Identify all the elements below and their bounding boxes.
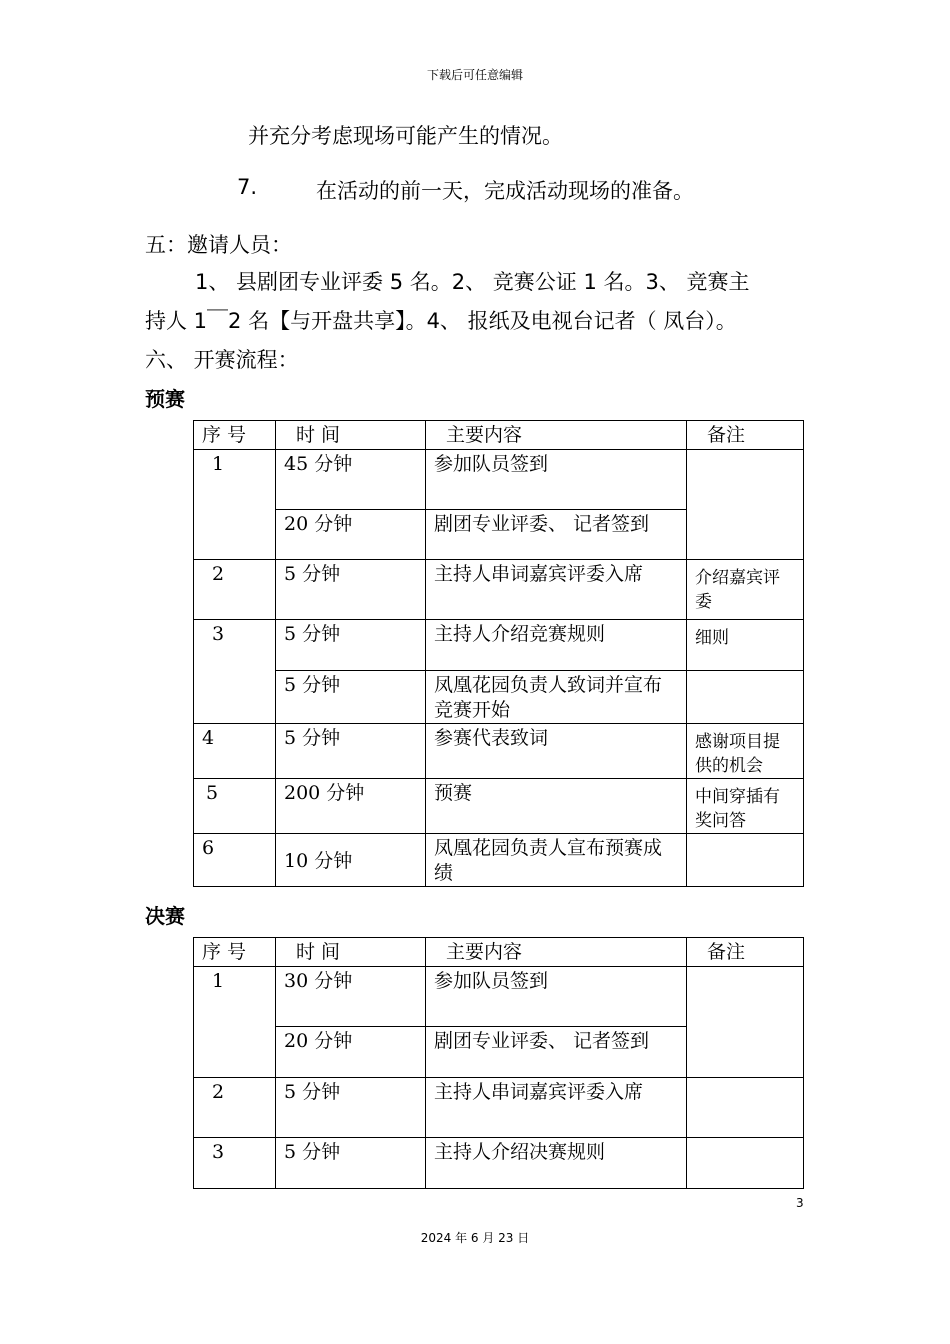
- row-time: 5 分钟: [276, 671, 426, 724]
- header-cell: 备注: [687, 421, 804, 450]
- row-time: 5 分钟: [276, 620, 426, 671]
- table-row: [194, 967, 804, 1027]
- page-number: 3: [796, 1196, 804, 1210]
- row-time: 30 分钟: [276, 967, 426, 1027]
- row-number: 3: [194, 1138, 276, 1189]
- header-cell: 时 间: [276, 938, 426, 967]
- table-header-row: [194, 938, 804, 967]
- row-content: 凤凰花园负责人宣布预赛成绩: [426, 834, 687, 887]
- row-number: 1: [194, 450, 276, 560]
- row-time: 20 分钟: [276, 510, 426, 560]
- list-number: 7.: [237, 175, 258, 199]
- table-row: [194, 834, 804, 887]
- row-number: 4: [194, 724, 276, 779]
- row-content: 主持人串词嘉宾评委入席: [426, 560, 687, 620]
- row-content: 参赛代表致词: [426, 724, 687, 779]
- final-title: 决赛: [145, 904, 185, 928]
- table-row: [194, 1078, 804, 1138]
- header-cell: 主要内容: [426, 938, 687, 967]
- row-note: 中间穿插有奖问答: [687, 779, 804, 834]
- row-time: 5 分钟: [276, 1078, 426, 1138]
- row-note: 感谢项目提供的机会: [687, 724, 804, 779]
- row-time: 45 分钟: [276, 450, 426, 510]
- row-note: 介绍嘉宾评委: [687, 560, 804, 620]
- row-note: [687, 450, 804, 560]
- row-time: 5 分钟: [276, 724, 426, 779]
- row-number: 2: [194, 560, 276, 620]
- table-row: [194, 450, 804, 510]
- paragraph-line: 在活动的前一天，完成活动现场的准备。: [316, 179, 694, 203]
- final-table: [193, 937, 804, 1189]
- row-note: 细则: [687, 620, 804, 671]
- page-header: 下载后可任意编辑: [426, 68, 523, 82]
- row-number: 1: [194, 967, 276, 1078]
- row-time: 5 分钟: [276, 1138, 426, 1189]
- row-content: 主持人串词嘉宾评委入席: [426, 1078, 687, 1138]
- paragraph-line: 持人 1￣2 名【与开盘共享】。4、 报纸及电视台记者（ 凤台）。: [145, 309, 737, 333]
- row-content: 参加队员签到: [426, 967, 687, 1027]
- row-number: 5: [194, 779, 276, 834]
- table-header-row: [194, 421, 804, 450]
- row-content: 剧团专业评委、 记者签到: [426, 510, 687, 560]
- row-time: 200 分钟: [276, 779, 426, 834]
- table-row: [194, 779, 804, 834]
- section-title: 六、 开赛流程：: [145, 348, 299, 372]
- header-cell: 序 号: [194, 938, 276, 967]
- paragraph-line: 1、 县剧团专业评委 5 名。2、 竞赛公证 1 名。3、 竞赛主: [195, 270, 750, 294]
- section-title: 五：邀请人员：: [145, 233, 292, 257]
- preliminary-table: [193, 420, 804, 887]
- table-row: [194, 671, 804, 724]
- row-note: [687, 671, 804, 724]
- row-content: 主持人介绍决赛规则: [426, 1138, 687, 1189]
- table-row: [194, 560, 804, 620]
- header-cell: 时 间: [276, 421, 426, 450]
- row-note: [687, 834, 804, 887]
- header-cell: 主要内容: [426, 421, 687, 450]
- row-content: 参加队员签到: [426, 450, 687, 510]
- table-row: [194, 620, 804, 671]
- header-cell: 备注: [687, 938, 804, 967]
- table-row: [194, 724, 804, 779]
- row-note: [687, 1138, 804, 1189]
- paragraph-line: 并充分考虑现场可能产生的情况。: [248, 124, 563, 148]
- header-cell: 序 号: [194, 421, 276, 450]
- row-time: 10 分钟: [276, 834, 426, 887]
- preliminary-title: 预赛: [145, 387, 185, 411]
- row-number: 6: [194, 834, 276, 887]
- row-time: 5 分钟: [276, 560, 426, 620]
- row-note: [687, 1078, 804, 1138]
- row-content: 凤凰花园负责人致词并宣布竞赛开始: [426, 671, 687, 724]
- row-number: 2: [194, 1078, 276, 1138]
- row-content: 剧团专业评委、 记者签到: [426, 1027, 687, 1078]
- footer-date: 2024 年 6 月 23 日: [420, 1231, 530, 1245]
- row-time: 20 分钟: [276, 1027, 426, 1078]
- row-content: 主持人介绍竞赛规则: [426, 620, 687, 671]
- row-number: 3: [194, 620, 276, 724]
- row-note: [687, 967, 804, 1078]
- table-row: [194, 1138, 804, 1189]
- row-content: 预赛: [426, 779, 687, 834]
